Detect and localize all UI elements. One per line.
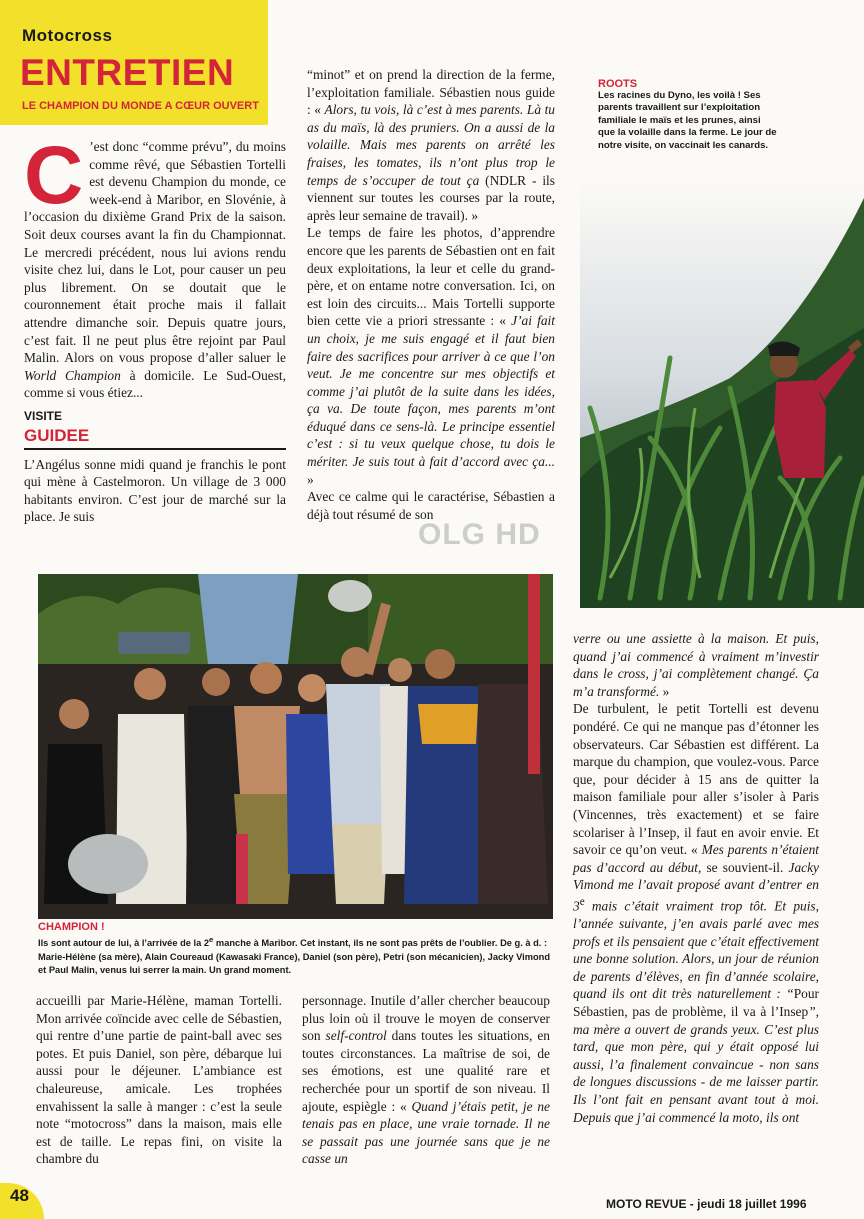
drop-cap: C [24, 130, 84, 221]
article-deck: LE CHAMPION DU MONDE A CŒUR OUVERT [22, 100, 259, 112]
photo-podium-celebration [38, 574, 553, 919]
guide-paragraph: “minot” et on prend la direction de la ferme, l’exploitation familiale. Sébastien nous guide : « Alors, tu vois, là c’est à mes parents. Là tu as du maïs, là des pruniers. On a aussi de la volaille. Mais mes parents on arrêté les fraises, les tomates, ils n’ont plus trop le temps de s’occuper de tout ça (NDLR - ils viennent sur toutes les courses par la route, après leur semaine de travail). » [307, 67, 555, 223]
subhead-title: GUIDEE [24, 425, 90, 445]
article-headline: ENTRETIEN [20, 52, 235, 93]
watermark-logo: OLG HD [418, 518, 541, 551]
visit-paragraph: L’Angélus sonne midi quand je franchis le pont qui mène à Castelmoron. Un village de 3 000 habitants environ. C’est jour de marché sur la place. Je suis [24, 456, 286, 525]
photo-corn-field [580, 178, 864, 608]
conversation-paragraph: Le temps de faire les photos, d’apprendre encore que les parents de Sébastien ont en fait deux exploitations, la leur et celle du grand-père, et on entame notre conversation. Ici, on est loin des circuits... Mais Tortelli supporte bien cette vie a priori stressante : « J’ai fait un choix, je me suis engagé et il faut bien faire des sacrifices pour arriver à ce que l’on veut. Je me concentre sur mes objectifs et comme j’ai plutôt de la suite dans les idées, ça va. De toute façon, mes parents m’ont éduqué dans ce sens-là. Le principe essentiel c’est : si tu veux quelque chose, tu dois le mériter. Je suis tout à fait d’accord avec ça... » [307, 225, 555, 487]
roots-caption-kicker: ROOTS [598, 78, 638, 90]
section-rubric: Motocross [22, 26, 113, 45]
column-1-bottom: accueilli par Marie-Hélène, maman Tortelli. Mon arrivée coïncide avec celle de Sébastien, qui rentre d’une partie de paint-ball avec ses potes. Et puis Daniel, son père, débarque lui aussi pour le déjeuner. L’ambiance est chaleureuse, amicale. Les trophées envahissent la salle à manger : c’est la seule note “motocross” dans la maison, mais elle est de taille. Le repas fini, on visite la chambre du [36, 993, 282, 1167]
roots-caption-text: Les racines du Dyno, les voilà ! Ses parents travaillent sur l’exploitation familiale le maïs et les prunes, ainsi que la volaille dans la ferme. Le jour de notre visite, on vaccinait les canards. [598, 90, 777, 151]
main-caption-kicker: CHAMPION ! [38, 921, 105, 933]
column-3-bottom [573, 630, 819, 1126]
photo-corn-field-illustration [580, 178, 864, 608]
main-photo-caption [38, 921, 558, 978]
photo-podium-celebration-illustration [38, 574, 553, 919]
column-1-top [24, 130, 286, 526]
calm-paragraph: Avec ce calme qui le caractérise, Sébastien a déjà tout résumé de son [307, 489, 555, 522]
insep-paragraph: De turbulent, le petit Tortelli est devenu pondéré. Ce qui ne manque pas d’étonner les observateurs. Car Sébastien est différent. La marque du champion, que voulez-vous. Parce que, pour décider à 15 ans de quitter la maison familiale pour aller s’isoler à Paris (Vincennes, très exactement) et se faire scolariser à l’Insep, il faut en avoir envie. Et savoir ce qu’on veut. « Mes parents n’étaient pas d’accord au début, se souvient-il. Jacky Vimond me l’avait proposé avant d’entrer en 3e mais c’était vraiment trop tôt. Et puis, l’année suivante, j’en avais parlé avec mes profs et ils pensaient que c’était effectivement une bonne solution. Alors, un jour de réunion de parents d’élèves, en fin d’année scolaire, quand ils ont dit très naturellement : “Pour Sébastien, pas de problème, il va à l’Insep”, ma mère a ouvert de grands yeux. C’est plus tard, que mon père, qui y était opposé lui aussi, l’a finalement convaincue - non sans de longues discussions - de me laisser partir. Ils l’ont fait en pensant avant tout à moi. Depuis que j’ai commencé la moto, ils ont [573, 701, 819, 1125]
subhead-kicker: VISITE [24, 408, 63, 423]
column-2-top [307, 66, 555, 523]
issue-footer: MOTO REVUE - jeudi 18 juillet 1996 [606, 1197, 807, 1211]
intro-paragraph: C ’est donc “comme prévu”, du moins comme rêvé, que Sébastien Tortelli est devenu Champion du monde, ce week-end à Maribor, en Slovénie, à l’occasion du dixième Grand Prix de la saison. Soit deux courses avant la fin du Championnat. Le mercredi précédent, nous lui avions rendu visite chez lui, dans le Lot, pour causer un peu plus librement. On se doutait que le couronnement était proche mais il fallait attendre dimanche soir. Depuis quatre jours, c’est fait. Il ne peut plus être rejoint par Paul Malin. Alors on vous propose d’aller saluer le World Champion à domicile. Le Sud-Ouest, comme si vous étiez... [24, 130, 286, 401]
roots-caption [598, 78, 778, 152]
transformation-paragraph: verre ou une assiette à la maison. Et puis, quand j’ai commencé à vraiment m’investir dans le cross, j’ai complètement changé. Ça m’a transformé. » [573, 631, 819, 699]
main-caption-text: Ils sont autour de lui, à l’arrivée de la 2e manche à Maribor. Cet instant, ils ne sont pas prêts de l’oublier. De g. à d. : Marie-Hélène (sa mère), Alain Coureaud (Kawasaki France), Daniel (son père), Petri (son mécanicien), Jacky Vimond et Paul Malin, venus lui serrer la main. Un grand moment. [38, 935, 551, 976]
column-2-bottom: personnage. Inutile d’aller chercher beaucoup plus loin où il trouve le moyen de conserver son self-control dans toutes les situations, en toutes circonstances. La maîtrise de soi, de ses émotions, est une qualité rare et recherchée pour un sportif de son niveau. Il ajoute, espiègle : « Quand j’étais petit, je ne tenais pas en place, une vraie tornade. Il ne se passait pas une journée sans que je ne casse un [302, 993, 551, 1167]
subhead-rule [24, 448, 286, 450]
page-number: 48 [10, 1186, 29, 1205]
